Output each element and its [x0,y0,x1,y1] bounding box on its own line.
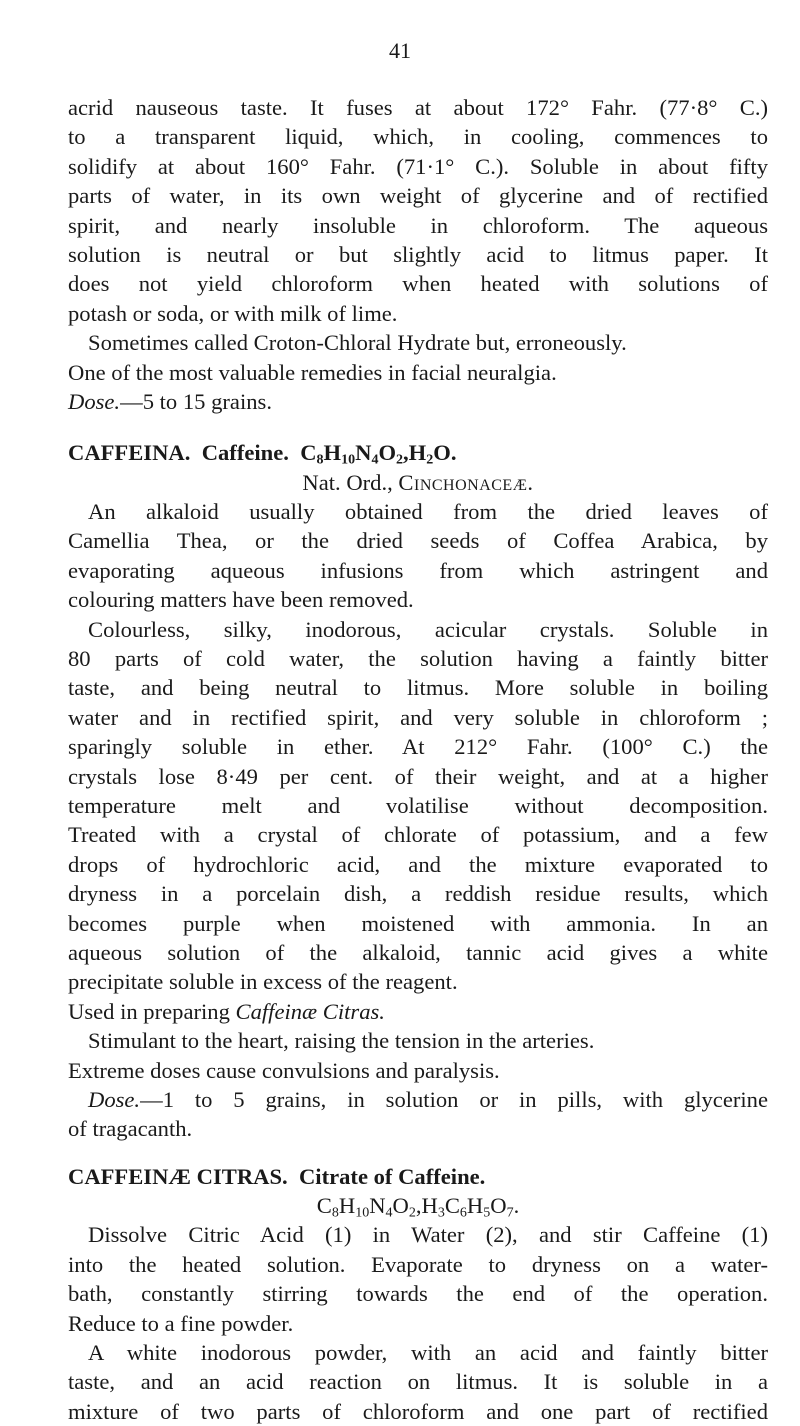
therapeutic-use: One of the most valuable remedies in facial neuralgia. [68,359,557,385]
text-line: Camellia Thea, or the dried seeds of Coffea Arabica, by [68,528,768,554]
caffeina-section [68,438,768,1143]
text-line: taste, and an acid reaction on litmus. It is soluble in a [68,1369,768,1395]
citras-heading: CAFFEINÆ CITRAS. [68,1163,288,1189]
natural-order-prefix: Nat. Ord., [302,469,393,495]
caffeina-heading-line [68,438,768,467]
text-line: colouring matters have been removed. [68,587,414,613]
dose-line [68,387,768,416]
dose-line [68,1085,768,1114]
text-line: acrid nauseous taste. It fuses at about 172° Fahr. (77·8° C.) [68,95,768,120]
caffeina-english-name: Caffeine. [201,440,289,466]
text-line: becomes purple when moistened with ammonia. In an [68,910,768,936]
text-line: solidify at about 160° Fahr. (71·1° C.). Soluble in about fifty [68,153,768,179]
text-line: parts of water, in its own weight of glycerine and of rectified [68,183,768,209]
natural-order-name: Cinchonaceæ. [398,469,534,495]
text-line: evaporating aqueous infusions from which astringent and [68,557,768,583]
text-line: precipitate soluble in excess of the reagent. [68,969,458,995]
action-line: Stimulant to the heart, raising the tension in the arteries. [88,1028,595,1054]
used-in-line [68,997,768,1026]
text-line: mixture of two parts of chloroform and one part of rectified [68,1398,768,1424]
text-line: into the heated solution. Evaporate to dryness on a water- [68,1251,768,1277]
citras-heading-line [68,1162,768,1191]
dose-label: Dose. [88,1086,141,1112]
dose-value: —5 to 15 grains. [120,388,272,414]
caffeinae-citras-section [68,1162,768,1426]
text-line: potash or soda, or with milk of lime. [68,300,398,326]
action-line: Extreme doses cause convulsions and paralysis. [68,1057,500,1083]
text-line: sparingly soluble in ether. At 212° Fahr. (100° C.) the [68,734,768,760]
text-line: taste, and being neutral to litmus. More soluble in boiling [68,675,768,701]
citras-formula: $C_8H_{10}N_4O_2,H_3C_6H_5O_7$. [316,1193,520,1221]
synonym-note: Sometimes called Croton-Chloral Hydrate but, erroneously. [88,330,627,356]
text-line: to a transparent liquid, which, in cooling, commences to [68,124,768,150]
text-line: 80 parts of cold water, the solution having a faintly bitter [68,646,768,672]
text-line: bath, constantly stirring towards the end of the operation. [68,1281,768,1307]
text-line: A white inodorous powder, with an acid and faintly bitter [88,1340,768,1366]
text-line: does not yield chloroform when heated with solutions of [68,271,768,297]
text-line: temperature melt and volatilise without decomposition. [68,792,768,818]
text-line: water and in rectified spirit, and very soluble in chloroform ; [68,704,768,730]
text-line: dryness in a porcelain dish, a reddish residue results, which [68,881,768,907]
text-line: An alkaloid usually obtained from the dried leaves of [88,499,768,525]
natural-order-line [68,468,768,497]
used-in-preparation: Caffeinæ Citras. [235,998,385,1024]
text-line: crystals lose 8·49 per cent. of their weight, and at a higher [68,763,768,789]
dose-value: —1 to 5 grains, in solution or in pills, with glycerine [140,1086,768,1112]
text-line: Treated with a crystal of chlorate of potassium, and a few [68,822,768,848]
text-line: Dissolve Citric Acid (1) in Water (2), and stir Caffeine (1) [88,1222,768,1248]
dose-line-end: of tragacanth. [68,1116,193,1142]
used-in-prefix: Used in preparing [68,998,230,1024]
text-line: Colourless, silky, inodorous, acicular crystals. Soluble in [88,616,768,642]
page-body [68,93,768,1426]
text-line: Reduce to a fine powder. [68,1310,294,1336]
text-line: spirit, and nearly insoluble in chloroform. The aqueous [68,212,768,238]
citras-english-name: Citrate of Caffeine. [298,1163,486,1189]
caffeina-heading: CAFFEINA. [68,440,191,466]
caffeina-formula: $C_8H_{10}N_4O_2,H_2O$. [300,440,457,468]
page-number: 41 [389,38,411,63]
chloral-continuation-section [68,93,768,416]
text-line: solution is neutral or but slightly acid to litmus paper. It [68,241,768,267]
dose-label: Dose. [68,388,121,414]
text-line: drops of hydrochloric acid, and the mixture evaporated to [68,851,768,877]
text-line: aqueous solution of the alkaloid, tannic acid gives a white [68,939,768,965]
